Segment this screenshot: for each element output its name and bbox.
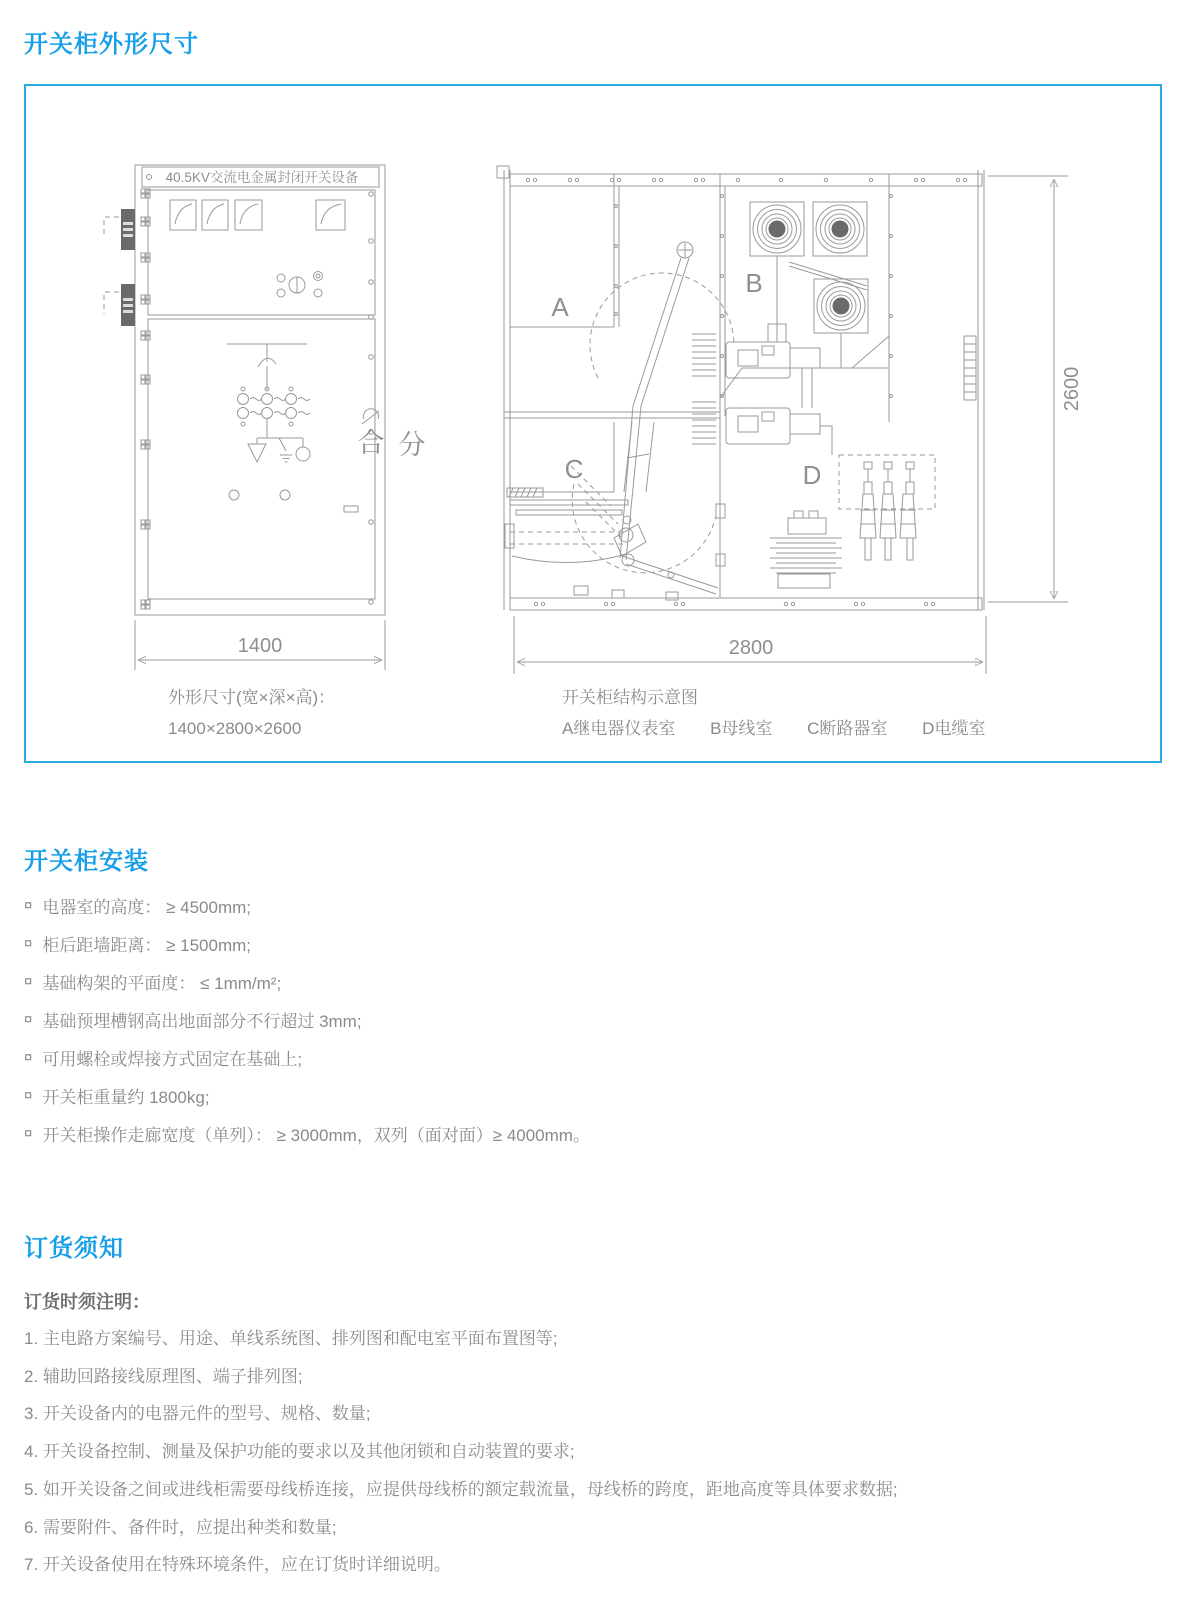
- open-label: 分: [398, 430, 426, 460]
- busbar-bushing-2: [789, 202, 867, 290]
- bullet-icon: ¤: [24, 972, 33, 990]
- list-item: ¤ 基础构架的平面度： ≤ 1mm/m²;: [24, 972, 282, 993]
- bullet-icon: ¤: [24, 1048, 33, 1066]
- list-item: ¤ 电器室的高度： ≥ 4500mm;: [24, 896, 251, 917]
- bullet-icon: ¤: [24, 1086, 33, 1104]
- list-item: 5. 如开关设备之间或进线柜需要母线桥连接，应提供母线桥的额定载流量，母线桥的跨度，距地高度等具体要求数据;: [24, 1479, 898, 1499]
- ordering-subtitle: 订货时须注明：: [24, 1292, 150, 1312]
- compartment-legend: [562, 713, 1015, 744]
- front-view-drawing: [104, 165, 426, 670]
- section-view-drawing: [497, 166, 1083, 674]
- installation-list: [24, 886, 590, 1152]
- close-open-labels: [358, 409, 426, 460]
- door-handles: [104, 209, 135, 326]
- panel-screws: [369, 192, 374, 605]
- label-c: C: [564, 454, 584, 484]
- busbar-bushing-3: [814, 279, 868, 368]
- meter-icons: [170, 200, 345, 230]
- compartment-b: [720, 174, 893, 422]
- legend-item: C断路器室: [807, 719, 888, 738]
- list-item: ¤ 开关柜重量约 1800kg;: [24, 1086, 210, 1107]
- legend-item: D电缆室: [922, 719, 986, 738]
- svg-text:1400: 1400: [237, 635, 283, 657]
- list-item: ¤ 可用螺栓或焊接方式固定在基础上;: [24, 1048, 303, 1069]
- label-a: A: [551, 292, 569, 322]
- indicator-lamps: [277, 272, 323, 298]
- switchgear-drawings: [26, 86, 1160, 761]
- svg-text:2600: 2600: [1061, 366, 1083, 412]
- dimension-diagram-panel: [24, 84, 1162, 763]
- rail-bolts: [526, 178, 966, 605]
- legend-item: A继电器仪表室: [562, 719, 676, 738]
- compartment-a: [510, 174, 619, 327]
- caption-dimensions-label: 外形尺寸(宽×深×高)：: [168, 688, 336, 707]
- center-partition: [716, 174, 725, 598]
- list-item: ¤ 开关柜操作走廊宽度（单列）： ≥ 3000mm，双列（面对面）≥ 4000mm。: [24, 1124, 590, 1145]
- compartment-c: [510, 422, 654, 492]
- current-transformer-stack: [770, 511, 842, 588]
- operating-rod: [571, 242, 734, 573]
- compartment-d: [770, 455, 935, 588]
- label-b: B: [745, 268, 763, 298]
- close-label: 合: [357, 428, 385, 458]
- breaker-truck: [505, 488, 718, 600]
- svg-text:2800: 2800: [728, 637, 774, 659]
- section-title-outline-dimensions: 开关柜外形尺寸: [24, 31, 199, 58]
- caption-dimensions-value: 1400×2800×2600: [168, 719, 302, 738]
- list-item: 7. 开关设备使用在特殊环境条件，应在订货时详细说明。: [24, 1555, 451, 1575]
- list-item: 3. 开关设备内的电器元件的型号、规格、数量;: [24, 1404, 371, 1424]
- front-view-caption: [168, 682, 335, 744]
- right-side-post: [964, 336, 976, 400]
- list-item: 6. 需要附件、备件时，应提出种类和数量;: [24, 1517, 337, 1537]
- mimic-diagram: [227, 344, 310, 462]
- list-item: 4. 开关设备控制、测量及保护功能的要求以及其他闭锁和自动装置的要求;: [24, 1442, 575, 1462]
- section-title-ordering: 订货须知: [24, 1235, 124, 1262]
- list-item: ¤ 柜后距墙距离： ≥ 1500mm;: [24, 934, 251, 955]
- section-title-installation: 开关柜安装: [24, 848, 149, 875]
- legend-item: B母线室: [710, 719, 773, 738]
- label-d: D: [802, 460, 822, 490]
- height-dimension: [988, 176, 1083, 602]
- bullet-icon: ¤: [24, 896, 33, 914]
- section-view-caption: [562, 682, 1015, 744]
- depth-dimension: [514, 616, 986, 674]
- door-hinges: [141, 189, 150, 609]
- width-dimension: [135, 620, 385, 670]
- bullet-icon: ¤: [24, 934, 33, 952]
- cable-terminations: [860, 462, 916, 560]
- bullet-icon: ¤: [24, 1010, 33, 1028]
- list-item: 2. 辅助回路接线原理图、端子排列图;: [24, 1366, 303, 1386]
- list-item: ¤ 基础预埋槽钢高出地面部分不行超过 3mm;: [24, 1010, 362, 1031]
- panel-title-label: 40.5KV交流电金属封闭开关设备: [165, 170, 359, 185]
- breaker-mechanism: [692, 324, 832, 455]
- list-item: 1. 主电路方案编号、用途、单线系统图、排列图和配电室平面布置图等;: [24, 1329, 558, 1348]
- bullet-icon: ¤: [24, 1124, 33, 1142]
- ordering-list: [24, 1320, 898, 1584]
- caption-structure-title: 开关柜结构示意图: [562, 688, 698, 707]
